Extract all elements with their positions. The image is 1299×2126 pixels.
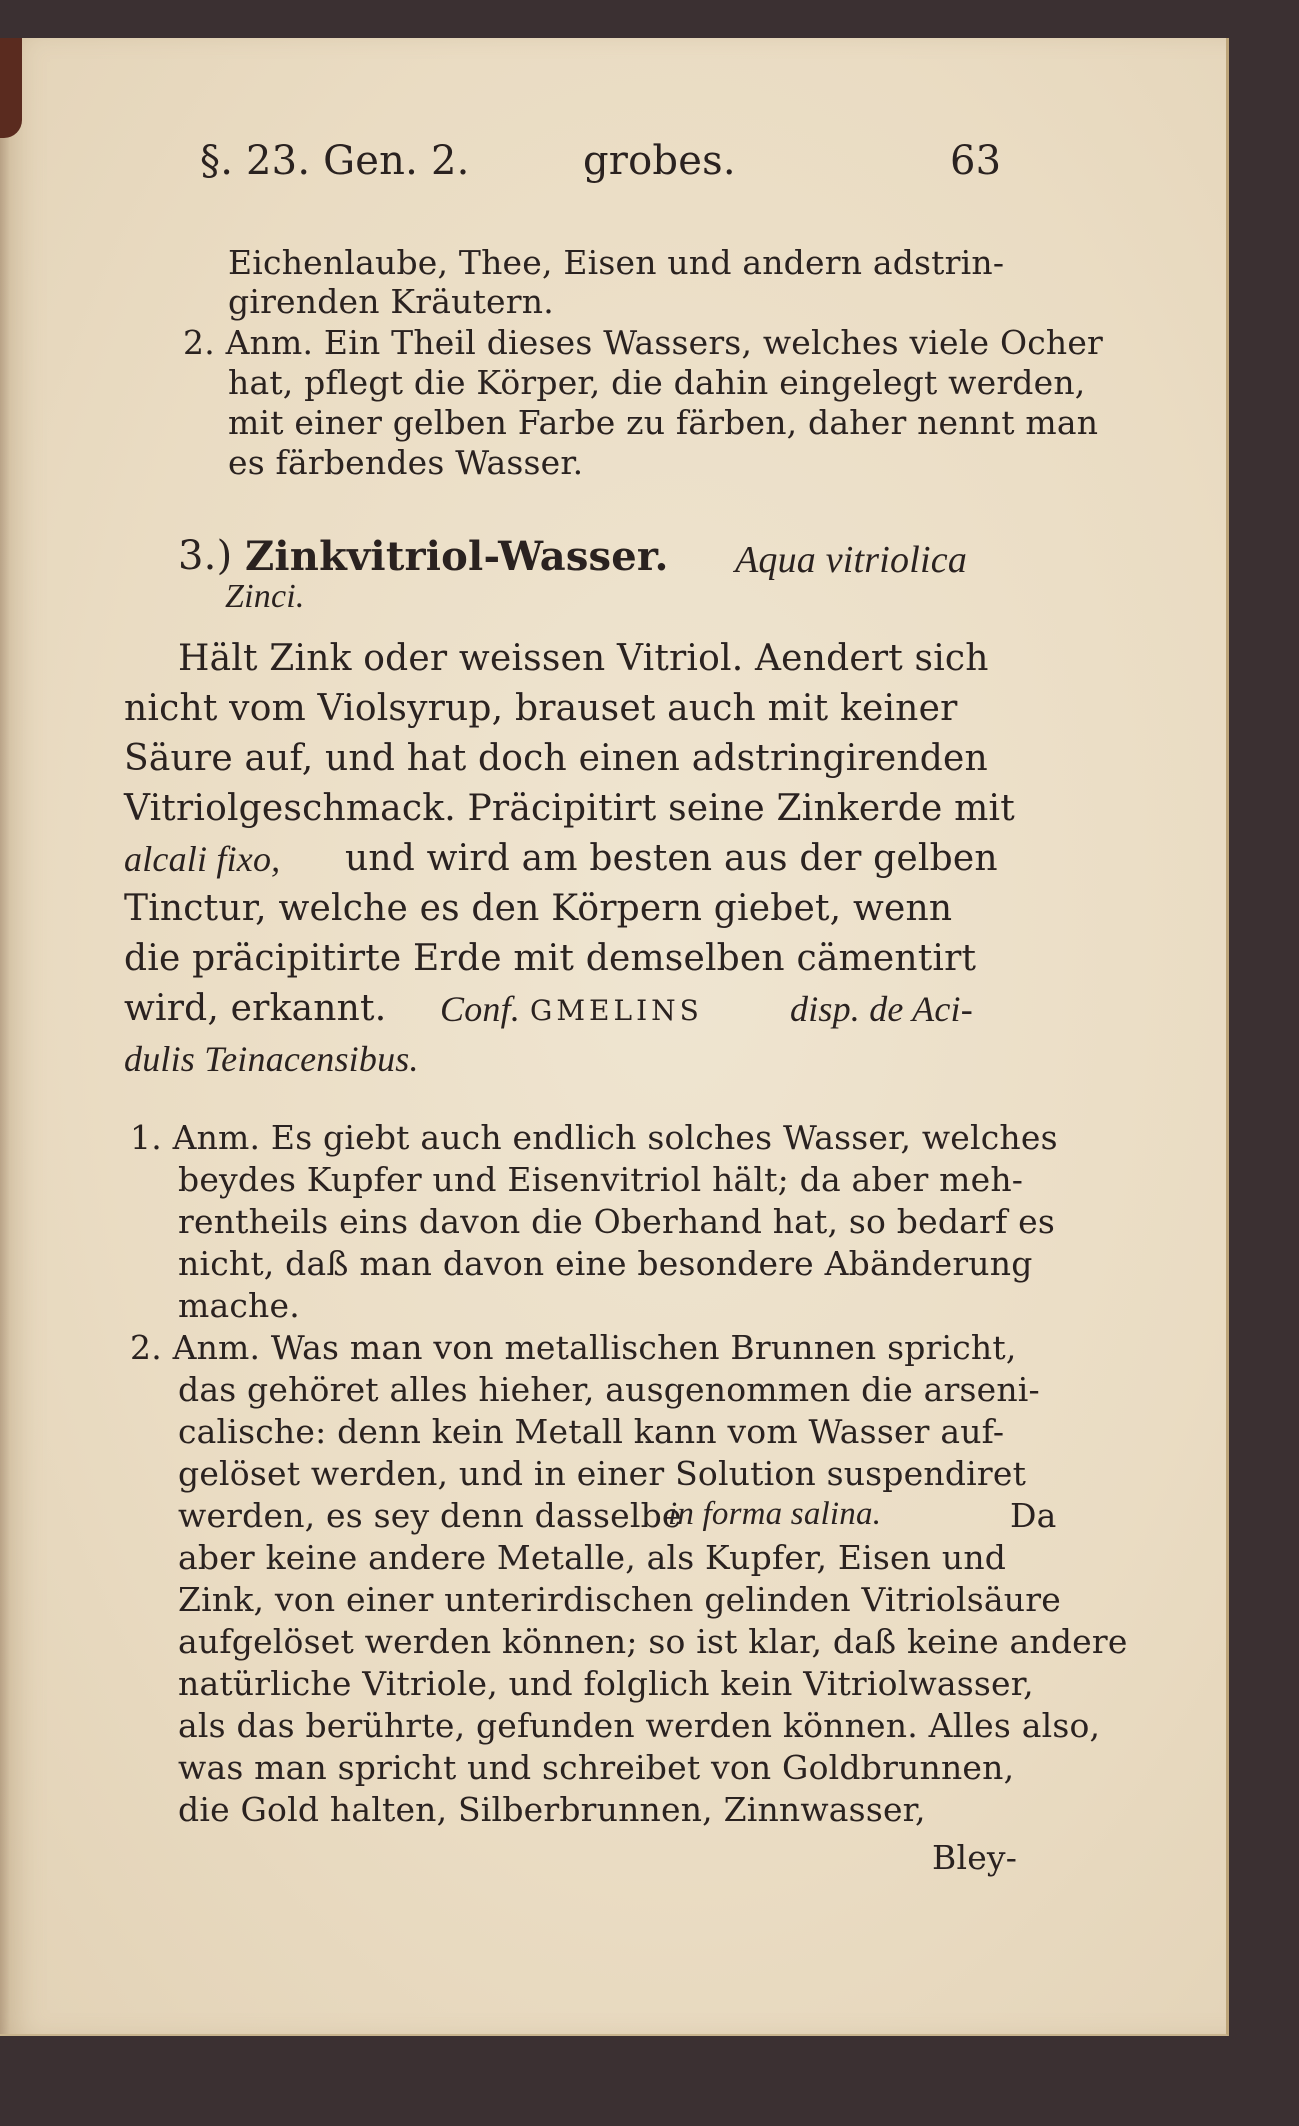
note-line: hat, pflegt die Körper, die dahin eingelegt werden, <box>228 363 1086 402</box>
body-line: die präcipitirte Erde mit demselben cämentirt <box>124 938 977 979</box>
note-line: natürliche Vitriole, und folglich kein Vitriolwasser, <box>178 1664 1034 1703</box>
book-page <box>0 38 1229 2036</box>
section-latin-title: Aqua vitriolica <box>735 539 968 581</box>
note-line: gelöset werden, und in einer Solution suspendiret <box>178 1454 1027 1493</box>
note-line: 2. Anm. Was man von metallischen Brunnen spricht, <box>130 1328 1017 1367</box>
note-line: nicht, daß man davon eine besondere Abänderung <box>178 1244 1033 1283</box>
body-italic: dulis Teinacensibus. <box>124 1039 419 1079</box>
note-line: aber keine andere Metalle, als Kupfer, Eisen und <box>178 1538 1007 1577</box>
section-latin-title-cont: Zinci. <box>225 578 305 615</box>
note-line: was man spricht und schreibet von Goldbrunnen, <box>178 1748 1015 1787</box>
author-name: GMELINS <box>530 994 703 1027</box>
text-line: Eichenlaube, Thee, Eisen und andern adstrin- <box>228 243 1005 282</box>
body-line: Hält Zink oder weissen Vitriol. Aendert sich <box>178 638 989 679</box>
note-line: Zink, von einer unterirdischen gelinden Vitriolsäure <box>178 1580 1061 1619</box>
note-line: aufgelöset werden können; so ist klar, daß keine andere <box>178 1622 1128 1661</box>
note-line: das gehöret alles hieher, ausgenommen die arseni- <box>178 1370 1040 1409</box>
note-line: rentheils eins davon die Oberhand hat, so bedarf es <box>178 1202 1055 1241</box>
running-head-title: grobes. <box>583 138 736 184</box>
section-number: 3.) <box>178 533 233 579</box>
binding-corner <box>0 38 22 138</box>
note-line: mit einer gelben Farbe zu färben, daher nennt man <box>228 403 1099 442</box>
note-word: Da <box>1010 1496 1057 1535</box>
note-line: 2. Anm. Ein Theil dieses Wassers, welches viele Ocher <box>183 323 1104 362</box>
body-line: wird, erkannt. <box>124 988 387 1029</box>
section-title: Zinkvitriol-Wasser. <box>245 533 669 580</box>
note-line: 1. Anm. Es giebt auch endlich solches Wasser, welches <box>130 1118 1058 1157</box>
body-italic: disp. de Aci- <box>790 989 973 1029</box>
note-line: es färbendes Wasser. <box>228 443 584 482</box>
running-head-section: §. 23. Gen. 2. <box>200 138 470 184</box>
body-italic: alcali fixo, <box>124 839 281 879</box>
note-line: werden, es sey denn dasselbe <box>178 1496 682 1535</box>
body-line: Säure auf, und hat doch einen adstringirenden <box>124 738 988 779</box>
note-line: die Gold halten, Silberbrunnen, Zinnwasser, <box>178 1790 926 1829</box>
note-line: als das berührte, gefunden werden können. Alles also, <box>178 1706 1101 1745</box>
catchword: Bley- <box>932 1838 1018 1877</box>
body-line: und wird am besten aus der gelben <box>345 838 998 879</box>
note-line: calische: denn kein Metall kann vom Wasser auf- <box>178 1412 1005 1451</box>
body-line: Vitriolgeschmack. Präcipitirt seine Zinkerde mit <box>124 788 1015 829</box>
text-line: girenden Kräutern. <box>228 282 554 321</box>
body-line: nicht vom Violsyrup, brauset auch mit keiner <box>124 688 958 729</box>
page-number: 63 <box>950 138 1002 184</box>
note-italic: in forma salina. <box>668 1496 882 1532</box>
note-line: beydes Kupfer und Eisenvitriol hält; da aber meh- <box>178 1160 1024 1199</box>
page-gutter-shadow <box>0 38 10 2034</box>
body-italic: Conf. <box>440 989 521 1029</box>
note-line: mache. <box>178 1286 300 1325</box>
body-line: Tinctur, welche es den Körpern giebet, wenn <box>124 888 953 929</box>
